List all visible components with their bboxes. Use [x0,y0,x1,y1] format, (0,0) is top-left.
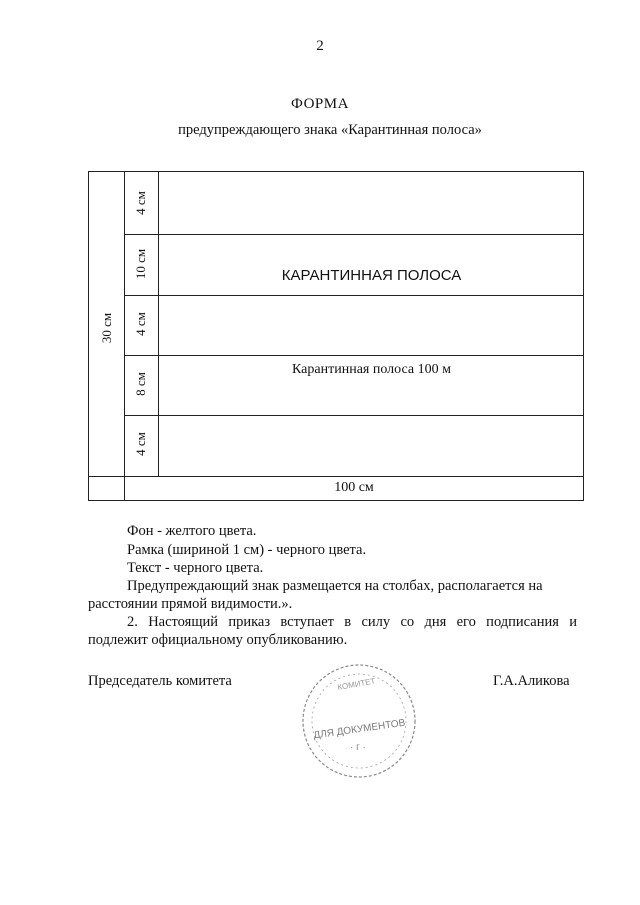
total-width-label: 100 см [334,480,374,495]
form-subtitle: предупреждающего знака «Карантинная полоса» [178,122,482,138]
row-size-label: 8 см [133,372,148,396]
page-number: 2 [316,38,324,54]
row-divider [124,415,584,416]
total-height-label: 30 см [99,312,114,344]
signatory-position: Председатель комитета [88,673,232,689]
note-placement-line1: Предупреждающий знак размещается на столбах, располагается на [127,578,543,594]
svg-text:· г ·: · г · [350,742,366,753]
stamp-border-text: КОМИТЕТ [336,676,377,692]
order-clause-line2: подлежит официальному опубликованию. [88,632,348,648]
row-size-label: 4 см [133,191,148,215]
sign-form-table [88,171,584,501]
note-background: Фон - желтого цвета. [127,523,257,539]
row-divider-bottom [89,476,584,477]
row-size-label: 10 см [133,248,148,280]
table-divider-inner [158,172,159,476]
row-size-label: 4 см [133,432,148,456]
row-divider [124,295,584,296]
sign-distance-text: Карантинная полоса 100 м [292,362,451,377]
stamp-center-text: ДЛЯ ДОКУМЕНТОВ [312,717,407,742]
row-size-label: 4 см [133,312,148,336]
row-divider [124,234,584,235]
note-text-color: Текст - черного цвета. [127,560,264,576]
note-frame: Рамка (шириной 1 см) - черного цвета. [127,542,367,558]
row-divider [124,355,584,356]
sign-main-text: КАРАНТИННАЯ ПОЛОСА [281,267,462,284]
order-clause-line1: 2. Настоящий приказ вступает в силу со дня его подписания и [127,614,577,630]
signatory-name: Г.А.Аликова [493,673,570,689]
official-stamp [298,660,420,782]
form-title: ФОРМА [291,96,349,112]
note-placement-line2: расстоянии прямой видимости.». [88,596,293,612]
table-divider-outer [124,172,125,500]
